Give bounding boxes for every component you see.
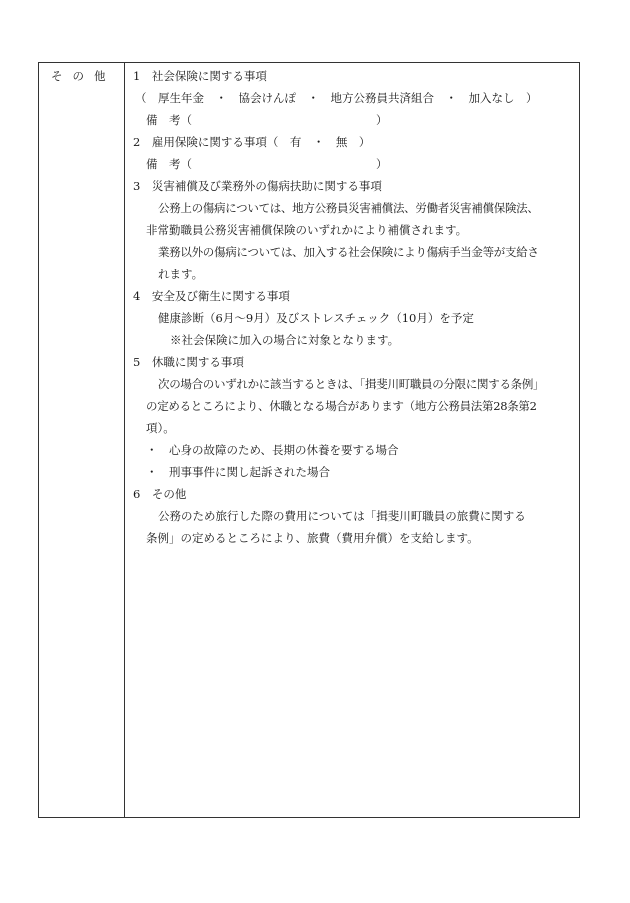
section-4-note: ※社会保険に加入の場合に対象となります。: [170, 333, 400, 347]
label-other: その他: [51, 69, 116, 83]
section-3-paragraph-1b: 非常勤職員公務災害補償保険のいずれかにより補償されます。: [146, 223, 468, 237]
section-5-bullet-1: ・ 心身の故障のため、長期の休養を要する場合: [146, 443, 399, 457]
section-4-title: 4 安全及び衛生に関する事項: [133, 289, 290, 303]
section-1-title: 1 社会保険に関する事項: [133, 69, 267, 83]
section-3-paragraph-2a: 業務以外の傷病については、加入する社会保険により傷病手当金等が支給さ: [158, 245, 539, 259]
section-4-paragraph: 健康診断（6月～9月）及びストレスチェック（10月）を予定: [158, 311, 474, 325]
section-5-paragraph-c: 項）。: [146, 421, 175, 435]
section-2-title: 2 雇用保険に関する事項（ 有 ・ 無 ）: [133, 135, 371, 149]
section-2-remark: 備 考（ ）: [146, 157, 388, 171]
section-1-remark: 備 考（ ）: [146, 113, 388, 127]
section-6-title: 6 その他: [133, 487, 187, 501]
section-5-paragraph-b: の定めるところにより、休職となる場合があります（地方公務員法第28条第2: [146, 399, 537, 413]
section-3-paragraph-2b: れます。: [158, 267, 204, 281]
section-3-title: 3 災害補償及び業務外の傷病扶助に関する事項: [133, 179, 382, 193]
section-5-title: 5 休職に関する事項: [133, 355, 244, 369]
section-6-paragraph-a: 公務のため旅行した際の費用については「揖斐川町職員の旅費に関する: [158, 509, 526, 523]
section-3-paragraph-1a: 公務上の傷病については、地方公務員災害補償法、労働者災害補償保険法、: [158, 201, 539, 215]
form-table: [38, 62, 580, 818]
section-5-bullet-2: ・ 刑事事件に関し起訴された場合: [146, 465, 330, 479]
social-insurance-options: （ 厚生年金 ・ 協会けんぽ ・ 地方公務員共済組合 ・ 加入なし ）: [135, 91, 538, 105]
content-column: [133, 65, 579, 549]
section-6-paragraph-b: 条例」の定めるところにより、旅費（費用弁償）を支給します。: [146, 531, 479, 545]
label-column: [39, 63, 125, 817]
section-5-paragraph-a: 次の場合のいずれかに該当するときは、「揖斐川町職員の分限に関する条例」: [158, 377, 545, 391]
